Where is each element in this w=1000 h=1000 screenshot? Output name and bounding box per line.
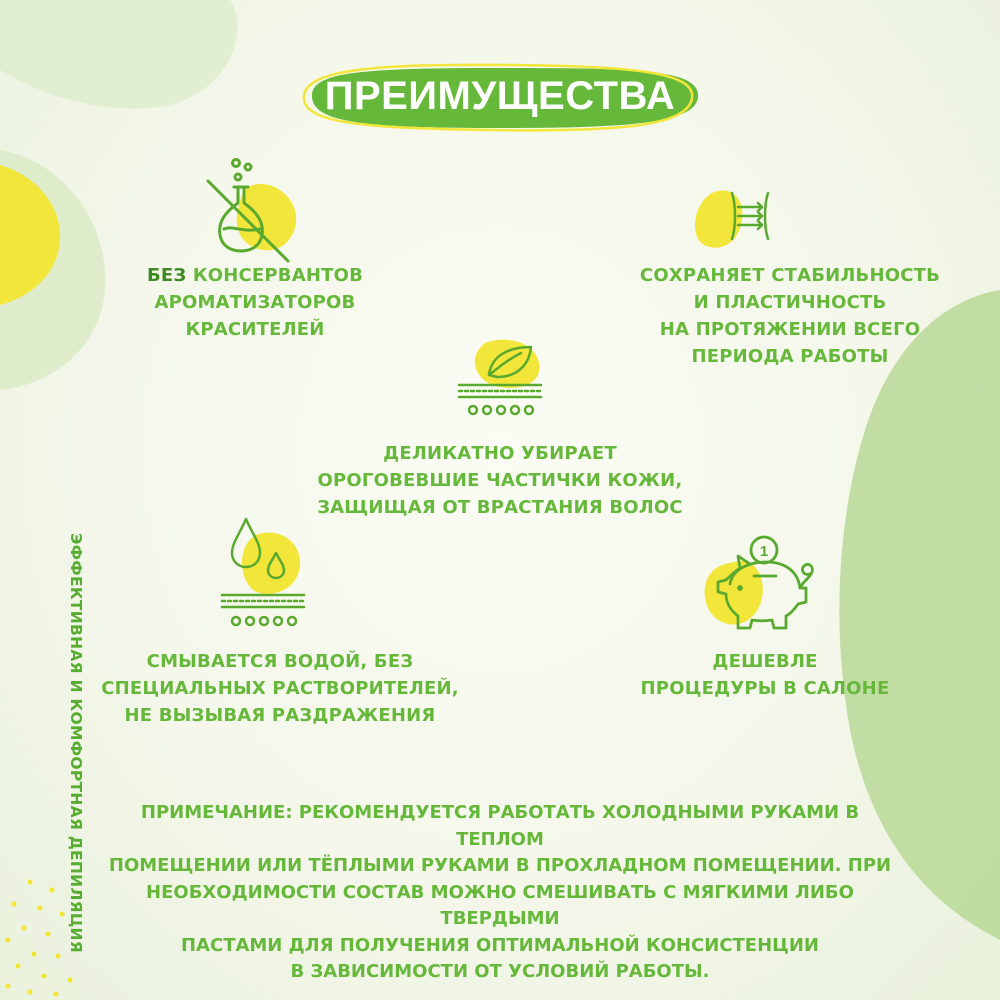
decorative-dot bbox=[67, 977, 72, 982]
feature-line: И ПЛАСТИЧНОСТЬ bbox=[693, 292, 887, 313]
feature-line bbox=[100, 316, 410, 343]
flask-crossed-icon bbox=[198, 155, 308, 265]
piggy-bank-icon bbox=[700, 532, 820, 637]
leaf-skin-icon bbox=[455, 335, 545, 420]
page-title: ПРЕИМУЩЕСТВА bbox=[324, 74, 676, 118]
decorative-dot bbox=[31, 951, 36, 956]
feature-line bbox=[100, 262, 410, 289]
title-badge bbox=[300, 62, 700, 132]
decorative-dot bbox=[5, 983, 10, 988]
feature-no-preservatives bbox=[100, 262, 410, 343]
decorative-dot bbox=[27, 989, 32, 994]
decorative-dot bbox=[49, 887, 54, 892]
left-yellow-blob bbox=[0, 165, 70, 310]
decorative-dot bbox=[55, 953, 60, 958]
feature-line: НЕ ВЫЗЫВАЯ РАЗДРАЖЕНИЯ bbox=[124, 705, 436, 726]
stretch-arrows-icon bbox=[690, 185, 780, 255]
decorative-dot bbox=[45, 931, 50, 936]
feature-line: СМЫВАЕТСЯ ВОДОЙ, БЕЗ bbox=[146, 651, 414, 672]
feature-line: ДЕШЕВЛЕ bbox=[712, 651, 818, 672]
feature-line: ДЕЛИКАТНО УБИРАЕТ bbox=[383, 443, 617, 464]
decorative-dot bbox=[5, 937, 10, 942]
note-line: НЕОБХОДИМОСТИ СОСТАВ МОЖНО СМЕШИВАТЬ С МЯГКИМИ ЛИБО ТВЕРДЫМИ bbox=[146, 881, 854, 929]
decorative-dot bbox=[37, 905, 42, 910]
coin-label: 1 bbox=[759, 543, 769, 560]
decorative-dot bbox=[41, 973, 46, 978]
feature-line-text: АРОМАТИЗАТОРОВ bbox=[154, 292, 356, 313]
feature-cheaper bbox=[600, 648, 930, 702]
side-caption-text: ЭФФЕКТИВНАЯ И КОМФОРТНАЯ ДЕПИЛЯЦИЯ bbox=[67, 532, 85, 954]
feature-exfoliation bbox=[300, 440, 700, 521]
water-drops-skin-icon bbox=[218, 515, 308, 630]
feature-line-text: КОНСЕРВАНТОВ bbox=[186, 265, 364, 286]
feature-line: ПРОЦЕДУРЫ В САЛОНЕ bbox=[640, 678, 890, 699]
decorative-dot bbox=[59, 911, 64, 916]
note-line: В ЗАВИСИМОСТИ ОТ УСЛОВИЙ РАБОТЫ. bbox=[290, 961, 710, 982]
decorative-dot bbox=[21, 925, 26, 930]
feature-line-text: КРАСИТЕЛЕЙ bbox=[185, 319, 325, 340]
top-left-green-blob bbox=[0, 0, 260, 130]
feature-line: ЗАЩИЩАЯ ОТ ВРАСТАНИЯ ВОЛОС bbox=[317, 497, 683, 518]
highlight-word: БЕЗ bbox=[146, 265, 187, 286]
decorative-dot bbox=[11, 901, 16, 906]
note-line: ПРИМЕЧАНИЕ: РЕКОМЕНДУЕТСЯ РАБОТАТЬ ХОЛОДНЫМИ РУКАМИ В ТЕПЛОМ bbox=[140, 802, 860, 850]
feature-line: СПЕЦИАЛЬНЫХ РАСТВОРИТЕЛЕЙ, bbox=[101, 678, 459, 699]
feature-line: ОРОГОВЕВШИЕ ЧАСТИЧКИ КОЖИ, bbox=[317, 470, 683, 491]
feature-water-washable bbox=[70, 648, 490, 729]
decorative-dot bbox=[53, 991, 58, 996]
feature-line: СОХРАНЯЕТ СТАБИЛЬНОСТЬ bbox=[639, 265, 941, 286]
decorative-dot bbox=[15, 963, 20, 968]
feature-line: ПЕРИОДА РАБОТЫ bbox=[691, 346, 889, 367]
note-line: ПАСТАМИ ДЛЯ ПОЛУЧЕНИЯ ОПТИМАЛЬНОЙ КОНСИСТЕНЦИИ bbox=[180, 934, 819, 956]
feature-line bbox=[100, 289, 410, 316]
decorative-dot bbox=[27, 879, 32, 884]
feature-line: НА ПРОТЯЖЕНИИ ВСЕГО bbox=[659, 319, 921, 340]
note-text bbox=[95, 800, 905, 986]
feature-stability bbox=[595, 262, 985, 370]
note-line: ПОМЕЩЕНИИ ИЛИ ТЁПЛЫМИ РУКАМИ В ПРОХЛАДНОМ ПОМЕЩЕНИИ. ПРИ bbox=[108, 855, 892, 876]
